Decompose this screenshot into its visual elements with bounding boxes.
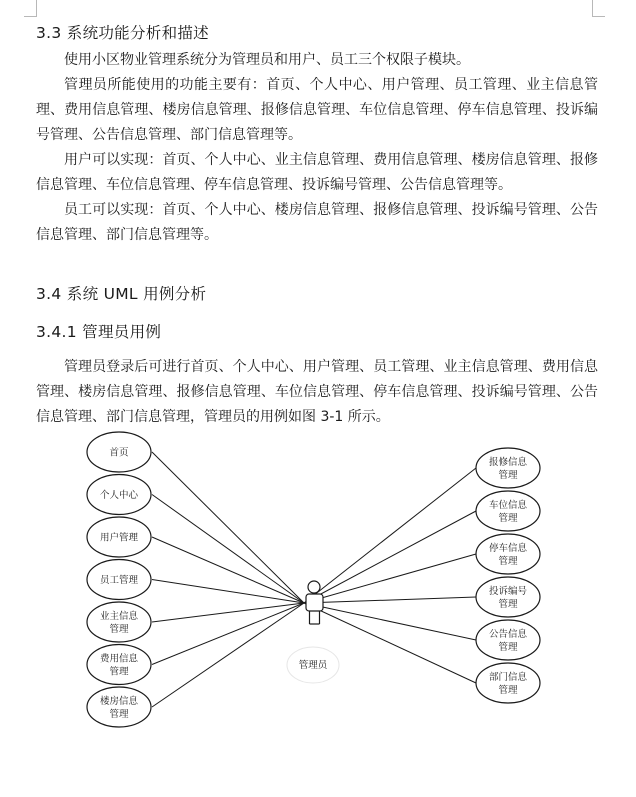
use-case-ellipse: [87, 687, 151, 727]
left-use-case: [87, 602, 151, 642]
use-case-ellipse: [476, 491, 540, 531]
use-case-ellipse: [476, 620, 540, 660]
right-association-line: [304, 603, 476, 640]
use-case-label: 管理: [498, 599, 518, 610]
section-3-3-heading: 3.3 系统功能分析和描述: [36, 24, 209, 42]
right-association-line: [304, 511, 476, 603]
left-association-line: [152, 580, 304, 604]
left-use-case: [87, 645, 151, 685]
use-case-label: 业主信息: [99, 611, 139, 622]
use-case-label: 管理: [498, 556, 518, 567]
use-case-label: 用户管理: [99, 532, 139, 544]
right-use-case: [476, 663, 540, 703]
use-case-label: 管理: [498, 513, 518, 524]
use-case-label: 公告信息: [488, 629, 528, 640]
section-3-3-paragraph-4: 员工可以实现：首页、个人中心、楼房信息管理、报修信息管理、投诉编号管理、公告信息管理、部门信息管理等。: [36, 202, 598, 243]
section-3-3-paragraph-3: 用户可以实现：首页、个人中心、业主信息管理、费用信息管理、楼房信息管理、报修信息管理、车位信息管理、停车信息管理、投诉编号管理、公告信息管理等。: [36, 152, 598, 193]
section-3-4-heading: 3.4 系统 UML 用例分析: [36, 285, 207, 303]
use-case-label: 首页: [109, 447, 129, 459]
use-case-ellipse: [476, 663, 540, 703]
right-use-case: [476, 448, 540, 488]
section-3-4-1-heading: 3.4.1 管理员用例: [36, 323, 162, 341]
use-case-ellipse: [87, 602, 151, 642]
left-association-line: [152, 537, 304, 603]
use-case-label: 管理: [109, 709, 129, 720]
right-use-case: [476, 534, 540, 574]
use-case-label: 管理: [498, 685, 518, 696]
use-case-label: 车位信息: [488, 500, 528, 511]
use-case-label: 部门信息: [488, 672, 528, 683]
right-use-case: [476, 620, 540, 660]
use-case-label: 报修信息: [488, 457, 528, 468]
use-case-label: 管理: [498, 642, 518, 653]
use-case-label: 个人中心: [99, 490, 139, 501]
use-case-label: 管理: [109, 624, 129, 635]
left-use-case: [87, 475, 151, 515]
right-association-line: [304, 468, 476, 603]
right-use-case: [476, 577, 540, 617]
use-case-ellipse: [476, 534, 540, 574]
use-case-label: 员工管理: [99, 575, 139, 586]
actor-body: [306, 594, 323, 611]
use-case-label: 停车信息: [488, 543, 528, 554]
left-use-case: [87, 432, 151, 472]
use-case-ellipse: [476, 448, 540, 488]
use-case-label: 楼房信息: [99, 696, 139, 707]
right-association-line: [304, 597, 476, 603]
use-case-label: 管理: [498, 470, 518, 481]
left-association-line: [152, 452, 304, 603]
section-3-4-1-paragraph: 管理员登录后可进行首页、个人中心、用户管理、员工管理、业主信息管理、费用信息管理、楼房信息管理、报修信息管理、车位信息管理、停车信息管理、投诉编号管理、公告信息管理、部门信息管理，管理员的用例如图 3-1 所示。: [36, 359, 598, 425]
use-case-label: 管理: [109, 666, 129, 678]
left-association-line: [152, 495, 304, 604]
left-use-case: [87, 517, 151, 557]
left-use-case: [87, 560, 151, 600]
right-use-case: [476, 491, 540, 531]
left-use-case: [87, 687, 151, 727]
use-case-label: 投诉编号: [488, 586, 528, 597]
section-3-3-paragraph-1: 使用小区物业管理系统分为管理员和用户、员工三个权限子模块。: [64, 52, 470, 68]
actor-label: 管理员: [298, 660, 328, 671]
use-case-ellipse: [87, 645, 151, 685]
right-association-line: [304, 554, 476, 603]
actor-head: [308, 581, 320, 593]
use-case-ellipse: [476, 577, 540, 617]
use-case-label: 费用信息: [99, 653, 139, 665]
section-3-3-paragraph-2: 管理员所能使用的功能主要有：首页、个人中心、用户管理、员工管理、业主信息管理、费用信息管理、楼房信息管理、报修信息管理、车位信息管理、停车信息管理、投诉编号管理、公告信息管理、部门信息管理等。: [36, 77, 598, 143]
